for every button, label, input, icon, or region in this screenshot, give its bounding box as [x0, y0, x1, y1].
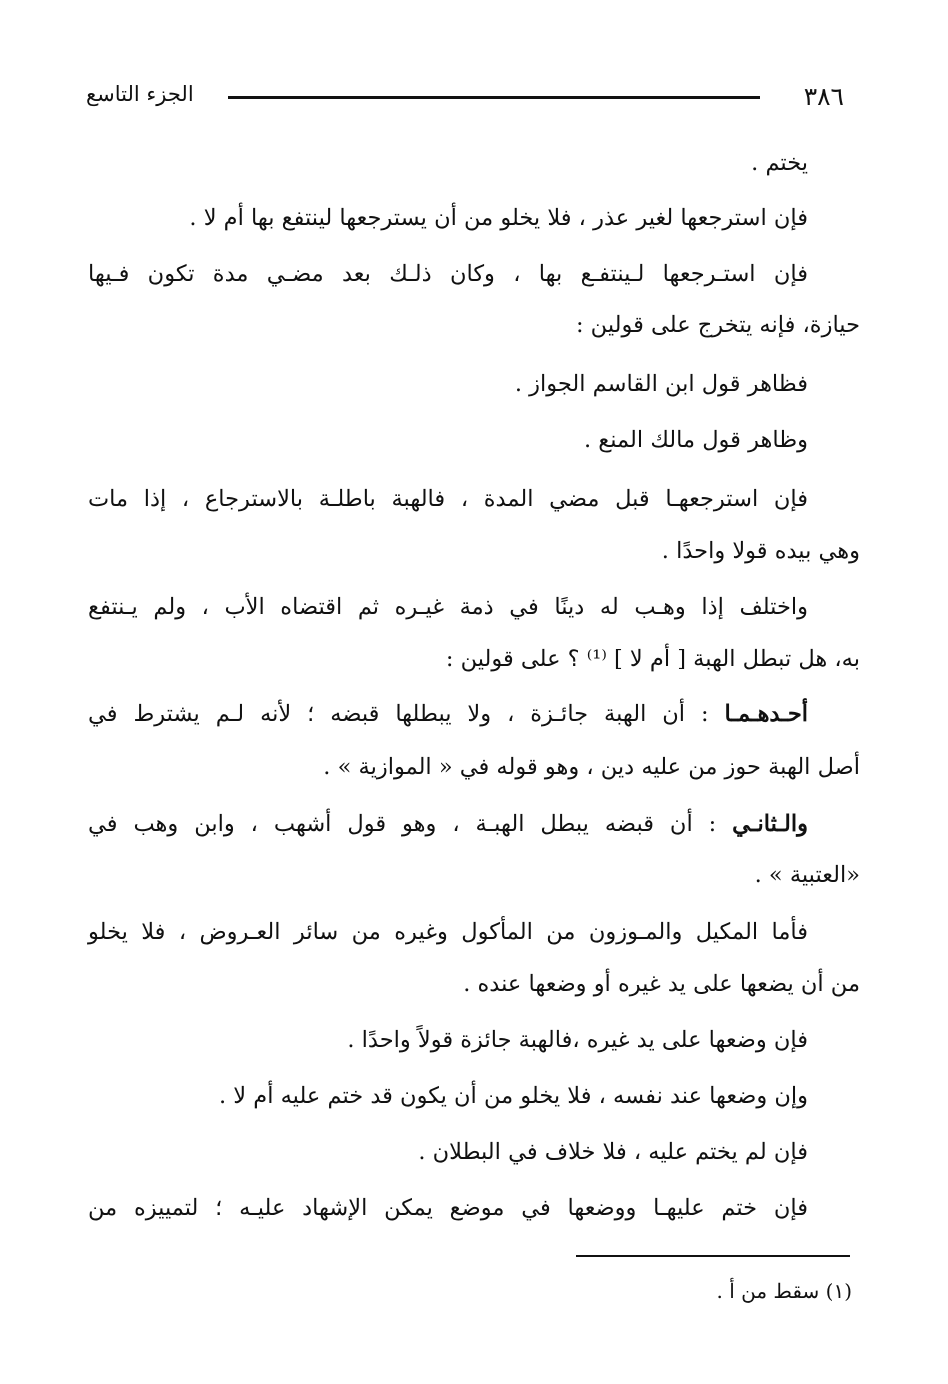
footnote-rule: [576, 1255, 850, 1257]
text-line: فظاهر قول ابن القاسم الجواز .: [514, 371, 808, 397]
text-line: فإن ختم عليهـا ووضعها في موضع يمكن الإشهاد عليـه ؛ لتمييزه من: [88, 1195, 808, 1221]
text-line: أصل الهبة حوز من عليه دين ، وهو قوله في « الموازية » .: [323, 754, 860, 780]
footnote: (١) سقط من أ .: [716, 1279, 852, 1303]
section-heading: والـثانـي: [732, 811, 808, 837]
text-line: «العتبية » .: [754, 862, 860, 888]
text-line: والـثانـي : أن قبضه يبطل الهبـة ، وهو قول أشهب ، وابن وهب في: [88, 811, 808, 837]
text-line: فأما المكيل والمـوزون من المأكول وغيره من سائر العـروض ، فلا يخلو: [88, 919, 808, 945]
text-line: فإن استرجعها لغير عذر ، فلا يخلو من أن يسترجعها لينتفع بها أم لا .: [189, 205, 808, 231]
text-line: وظاهر قول مالك المنع .: [583, 427, 808, 453]
text-line: وإن وضعها عند نفسه ، فلا يخلو من أن يكون قد ختم عليه أم لا .: [219, 1083, 808, 1109]
header-rule: [228, 96, 760, 99]
text-line: حيازة، فإنه يتخرج على قولين :: [575, 312, 860, 338]
text-line: أحـدهـمـا : أن الهبة جائـزة ، ولا يبطلها قبضه ؛ لأنه لـم يشترط في: [88, 701, 808, 727]
text-line: فإن لم يختم عليه ، فلا خلاف في البطلان .: [418, 1139, 808, 1165]
running-title: الجزء التاسع: [86, 82, 194, 106]
page-number: ٣٨٦: [803, 82, 844, 111]
text-line: فإن استـرجعها لـينتفـع بها ، وكان ذلـك بعد مضـي مدة تكون فـيها: [88, 261, 808, 287]
text-line: به، هل تبطل الهبة [ أم لا ] ⁽¹⁾ ؟ على قولين :: [445, 646, 860, 672]
text-line: يختم .: [751, 150, 808, 176]
text-line: فإن استرجعهـا قبل مضي المدة ، فالهبة باطلـة بالاسترجاع ، إذا مات: [88, 486, 808, 512]
text-line: فإن وضعها على يد غيره ،فالهبة جائزة قولاً واحدًا .: [347, 1027, 808, 1053]
page-header: [86, 78, 856, 118]
text-line: وهي بيده قولا واحدًا .: [661, 538, 860, 564]
section-heading: أحـدهـمـا: [724, 701, 808, 727]
text-line: من أن يضعها على يد غيره أو وضعها عنده .: [463, 971, 860, 997]
text-line: واختلف إذا وهـب له دينًا في ذمة غيـره ثم اقتضاه الأب ، ولم يـنتفع: [88, 594, 808, 620]
